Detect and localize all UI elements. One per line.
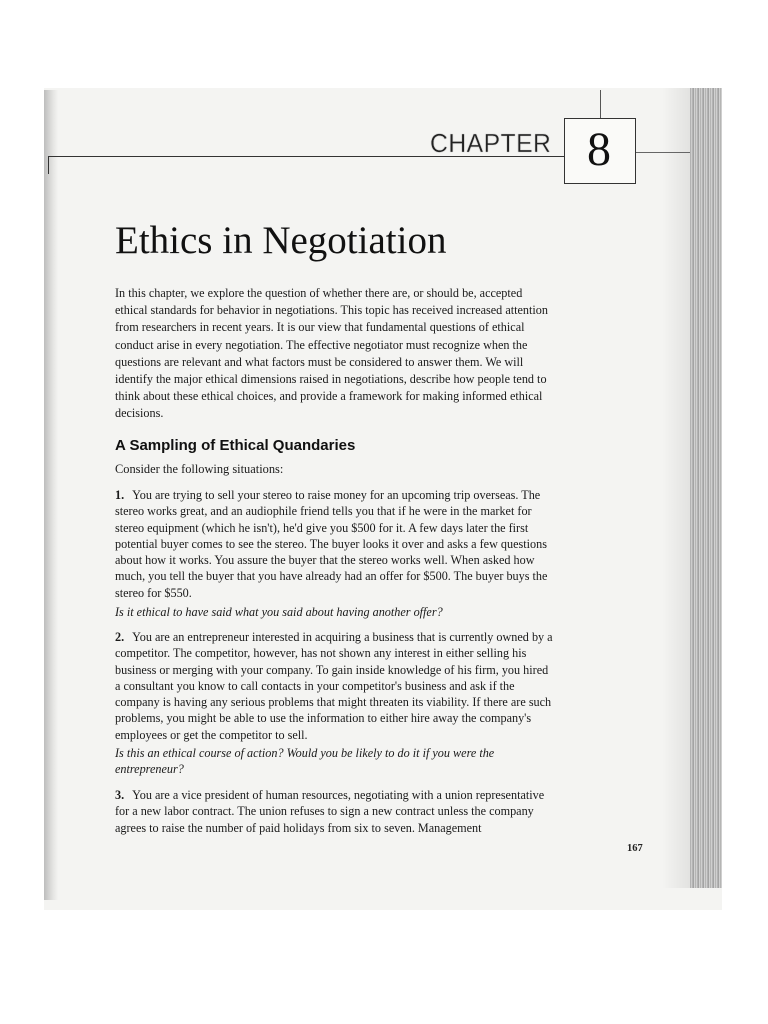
section-lead: Consider the following situations: (115, 462, 284, 476)
page-number: 167 (627, 843, 643, 854)
scenario-1-question: Is it ethical to have said what you said about having another offer? (115, 605, 443, 619)
chapter-box-tab (600, 90, 601, 120)
scenario-number: 2. (115, 630, 125, 644)
scenario-1 (115, 487, 555, 601)
section-heading: A Sampling of Ethical Quandaries (115, 437, 356, 454)
chapter-number: 8 (587, 123, 611, 176)
chapter-header-rule-tick (48, 156, 63, 174)
scenario-number: 3. (115, 788, 125, 802)
scenario-2-question: Is this an ethical course of action? Would you be likely to do it if you were the entrepreneur? (115, 746, 495, 777)
scenario-2 (115, 629, 555, 743)
scenario-text: You are trying to sell your stereo to raise money for an upcoming trip overseas. The stereo works great, and an audiophile friend tells you that if he were in the market for stereo equipment (which he isn't), he'd give you $500 for it. A few days later the first potential buyer comes to see the stereo. The buyer looks it over and asks a few questions about how it works. You assure the buyer that the stereo works well. When asked how much, you tell the buyer that you have already had an offer for $500. The buyer buys the stereo for $550. (115, 488, 548, 600)
scenario-number: 1. (115, 488, 125, 502)
scenario-text: You are an entrepreneur interested in acquiring a business that is currently owned by a competitor. The competitor, however, has not shown any interest in either selling his business or merging with your company. To gain inside knowledge of his firm, you hired a consultant you know to call contacts in your competitor's business and ask if the company is having any serious problems that might threaten its viability. If there are such problems, you might be able to use the information to either hire away the company's employees or get the competitor to sell. (115, 630, 553, 742)
chapter-title: Ethics in Negotiation (115, 219, 447, 262)
page-right-edge (690, 88, 722, 888)
intro-paragraph: In this chapter, we explore the question of whether there are, or should be, accepted ethical standards for behavior in negotiations. This topic has received increased attention from researchers in recent years. It is our view that fundamental questions of ethical conduct arise in every negotiation. The effective negotiator must recognize when the questions are relevant and what factors must be considered to answer them. We will identify the major ethical dimensions raised in negotiations, describe how people tend to think about these ethical choices, and provide a framework for making informed ethical decisions. (115, 286, 548, 421)
chapter-label: CHAPTER (430, 128, 552, 158)
page-binding-shadow (662, 88, 692, 888)
chapter-box-rule (634, 152, 690, 153)
scenario-text: You are a vice president of human resources, negotiating with a union representative for a new labor contract. The union refuses to sign a new contract unless the company agrees to raise the number of paid holidays from six to seven. Management (115, 788, 545, 835)
page-left-edge (44, 90, 58, 900)
scenario-3 (115, 787, 555, 836)
